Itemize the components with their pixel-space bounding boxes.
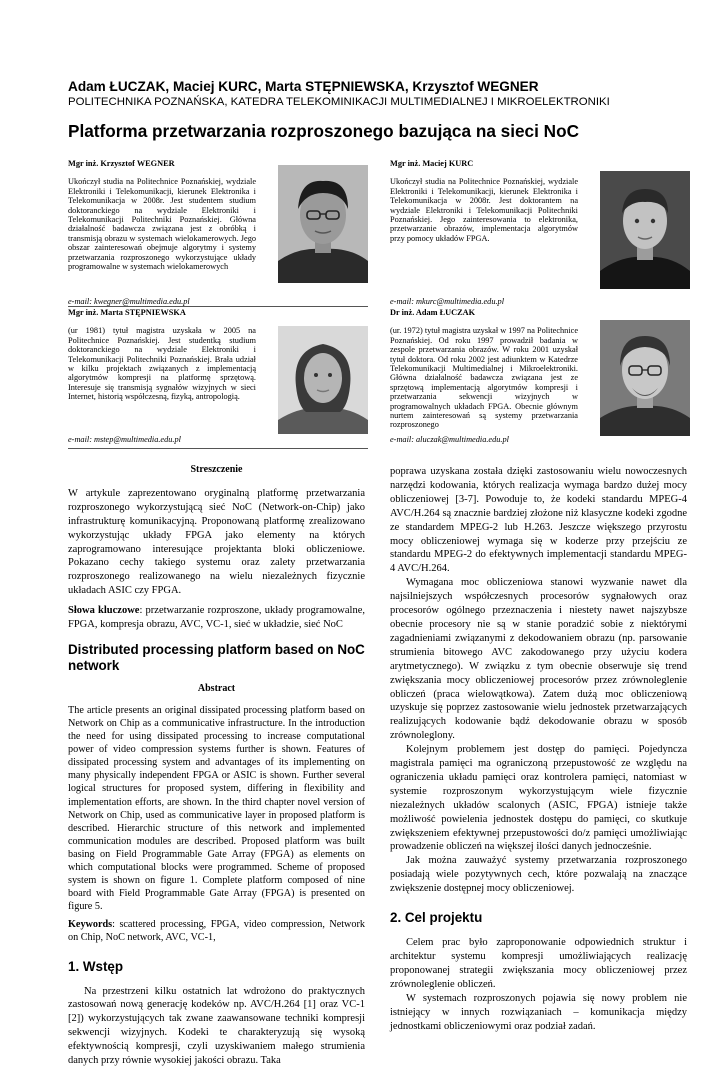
streszczenie-heading: Streszczenie bbox=[190, 464, 243, 475]
paragraph: Kolejnym problemem jest dostęp do pamięci. Pojedyncza magistrala pamięci ma ograniczoną przepustowość ze względu na ograniczenia układu pamięci oraz kontrolera pamięci, natomiast w systemie rozproszonym wykorzystującym wiele fizycznie niezależnych układów scalonych (ASIC, FPGA) istnieje także możliwość powielenia jednostek dostępu do pamięci, co skutkuje zwiększeniem efektywnej przepustowości do/z pamięci umożliwiając prowadzenie obliczeń na większej ilości danych jednocześnie. bbox=[390, 744, 687, 853]
paper-title: Platforma przetwarzania rozproszonego bazująca na sieci NoC bbox=[68, 121, 579, 141]
paragraph: W systemach rozproszonych pojawia się nowy problem nie istniejący w innych rozwiązaniach – komunikacja między jednostkami obliczeniowymi oraz podział zadań. bbox=[390, 992, 687, 1032]
bio-name: Dr inż. Adam ŁUCZAK bbox=[390, 308, 476, 317]
bio-text: (ur. 1972) tytuł magistra uzyskał w 1997 na Politechnice Poznańskiej. Od roku 1997 prowadził badania w zespole przetwarzania obrazów. W roku 2001 uzyskał tytuł doktora. Od roku 2002 jest adiunktem w Katedrze Telekomunikacji Multimedialnej i Mikroelektroniki. Główna działalność badawcza związana jest ze sprzętową implementacją algorytmów kompresji i przetwarzania sekwencji wizyjnych w programowalnych układach FPGA. Obecnie głównym nurtem zainteresowań są systemy przetwarzania rozproszonego bbox=[390, 326, 578, 430]
author-bio-luczak bbox=[390, 308, 690, 444]
section-1-text: Na przestrzeni kilku ostatnich lat wdrożono do praktycznych zastosowań nową generację kodeków np. AVC/H.264 [1] oraz VC-1 [2]) wykorzystujących tak zwane zaawansowane techniki kompresji sekwencji wizyjnych. Kodeki te charakteryzują się wysoką efektywnością kompresji, czyli uzyskiwaniem małego strumienia danych przy równie wysokiej jakości obrazu. Taka bbox=[68, 985, 365, 1067]
authors-line: Adam ŁUCZAK, Maciej KURC, Marta STĘPNIEWSKA, Krzysztof WEGNER bbox=[68, 79, 539, 94]
keywords bbox=[68, 918, 365, 944]
author-bio-stepniewska bbox=[68, 308, 368, 444]
english-title: Distributed processing platform based on NoC network bbox=[68, 641, 365, 673]
bio-name: Mgr inż. Maciej KURC bbox=[390, 159, 474, 168]
author-photo-wegner bbox=[278, 165, 368, 283]
keywords-text: : scattered processing, FPGA, video compression, Network on Chip, NoC network, AVC, VC-1, bbox=[68, 919, 365, 944]
author-bio-kurc bbox=[390, 159, 690, 306]
bio-text: (ur 1981) tytuł magistra uzyskała w 2005 na Politechnice Poznańskiej. Jest studentką studium doktoranckiego na wydziale Elektroniki i Telekomunikacji Politechniki Poznańskiej. Brała udział w kilku projektach związanych z implementacją algorytmów kompresji na platformę sprzętową. Interesuje się transmisją sygnałów wizyjnych w sieci Internet, historią współczesną, fizyką, antropologią. bbox=[68, 326, 256, 402]
slowa-kluczowe-text: : przetwarzanie rozproszone, układy programowalne, FPGA, kompresja obrazu, AVC, VC-1, sieć w układzie, sieć NoC bbox=[68, 605, 365, 631]
paragraph: Celem prac było zaproponowanie odpowiednich struktur i architektur systemu kompresji umożliwiających realizację proponowanej strategii zwiększania mocy obliczeniowej przez zrównoleglenie obliczeń. bbox=[390, 937, 687, 990]
abstract-heading: Abstract bbox=[197, 682, 236, 694]
author-photo-kurc bbox=[600, 171, 690, 289]
author-bio-wegner bbox=[68, 159, 368, 307]
slowa-kluczowe-label: Słowa kluczowe bbox=[68, 605, 140, 617]
keywords-label: Keywords bbox=[68, 919, 113, 931]
streszczenie-text: W artykule zaprezentowano oryginalną platformę przetwarzania rozproszonego wykorzystującą sieć NoC (Network-on-Chip) jako infrastrukturę komunikacyjną. Proponowaną platformę zrealizowano wykorzystując układy FPGA jako elementy na których zaprogramowano interesujące projektanta bloki obliczeniowe. Pokazano cechy takiego systemu oraz zalety przetwarzania rozproszonego realizowanego na wielu niezależnych fizycznie układach ASIC czy FPGA. bbox=[68, 487, 365, 597]
paragraph: Jak można zauważyć systemy przetwarzania rozproszonego posiadają wiele pozytywnych cech, które pozwalają na znaczące zwiększenie dostępnej mocy obliczeniowej. bbox=[390, 855, 687, 895]
author-photo-luczak bbox=[600, 320, 690, 436]
section-1-heading: 1. Wstęp bbox=[68, 958, 124, 974]
bio-text: Ukończył studia na Politechnice Poznańskiej, wydziale Elektroniki i Telekomunikacji, kierunek Elektronika i Telekomunikacja w 2008r. Jest studentem studium doktoranckiego na wydziale Elektroniki i Telekomunikacji Politechniki Poznańskiej. Główna działalność badawcza związana jest z obróbką i transmisją obrazu w systemach wielokamerowych. Jego obszar zainteresowań obejmuje algorytmy i systemy przetwarzania rozproszonego wykorzystujące układy programowalne w systemach wielokamerowych bbox=[68, 177, 256, 272]
left-column bbox=[68, 463, 365, 1068]
bio-email: e-mail: mkurc@multimedia.edu.pl bbox=[390, 296, 505, 306]
affiliation-line: POLITECHNIKA POZNAŃSKA, KATEDRA TELEKOMINIKACJI MULTIMEDIALNEJ I MIKROELEKTRONIKI bbox=[68, 96, 610, 108]
bio-email: e-mail: mstep@multimedia.edu.pl bbox=[68, 434, 181, 444]
abstract-text: The article presents an original dissipated processing platform based on Network on Chip as a communicative infrastructure. In the introduction the need for using dissipated processing to increase computational power of video compression systems further is shown. Features of dissipated processing system and advantages of its implementing on many physically independent FPGA or ASIC is shown. Further several logical structures for proposed system, differing in flexibility and implementation efforts, are shown. In the third chapter novel version of Network on Chip, used as communicative layer in proposed platform is described. Hierarchic structure of this network and implemented communication modules are described. Proposed platform was built basing on Field Programmable Gate Array (FPGA) as elements on which computational blocks were programmed. Scheme of proposed system is shown on figure 1. Complete platform composed of nine board with Field Programmable Gate Array (FPGA) is presented on figure 5. bbox=[68, 704, 365, 913]
paragraph: Wymagana moc obliczeniowa stanowi wyzwanie nawet dla najsilniejszych współczesnych procesorów sygnałowych oraz procesorów ogólnego przeznaczenia i niestety nawet najszybsze obecnie procesory nie są w stanie poradzić sobie z niektórymi zagadnieniami związanymi z dekodowaniem obrazu (np. parsowanie strumienia bitowego AVC zakodowanego przy użyciu kodera arytmetycznego). W związku z tym obecnie obserwuje się trend zwiększania mocy obliczeniowej procesorów przez zrównoleglenie obliczeń (praca wielowątkowa). Zatem dużą moc obliczeniową uzyskuje się poprzez zastosowanie wielu jednostek przetwarzających realizujących kodowanie bądź dekodowanie obrazu w sposób zrównoleglony. bbox=[390, 577, 687, 742]
bio-name: Mgr inż. Marta STĘPNIEWSKA bbox=[68, 308, 186, 317]
bio-divider bbox=[68, 448, 368, 449]
section-2-heading: 2. Cel projektu bbox=[390, 910, 483, 926]
slowa-kluczowe bbox=[68, 604, 365, 632]
bio-text: Ukończył studia na Politechnice Poznańskiej, wydziale Elektroniki i Telekomunikacji, kierunek Elektronika i Telekomunikacja w 2008r. Jest doktorantem na wydziale Elektroniki i Telekomunikacji Politechniki Poznańskiej. Jego zainteresowania to elektronika, przetwarzanie obrazów, implementacja algorytmów przy pomocy układów FPGA. bbox=[390, 177, 578, 243]
paragraph: poprawa uzyskana została dzięki zastosowaniu wielu nowoczesnych narzędzi kodowania, których realizacja wymaga bardzo dużej mocy obliczeniowej [3-7]. Powoduje to, że kodeki standardu MPEG-4 AVC/H.264 są znacznie bardziej złożone niż klasyczne kodeki zgodne ze standardem MPEG-2 lub H.263. Jeszcze większego przyrostu mocy obliczeniowej wymaga się w koderze przy przejściu ze standardu MPEG-2 do efektywnych implementacji standardu MPEG-4 AVC/H.264. bbox=[390, 466, 687, 575]
bio-email: e-mail: kwegner@multimedia.edu.pl bbox=[68, 296, 190, 306]
author-photo-stepniewska bbox=[278, 326, 368, 434]
bio-name: Mgr inż. Krzysztof WEGNER bbox=[68, 159, 175, 168]
bio-email: e-mail: aluczak@multimedia.edu.pl bbox=[390, 434, 509, 444]
right-column bbox=[390, 465, 687, 1033]
